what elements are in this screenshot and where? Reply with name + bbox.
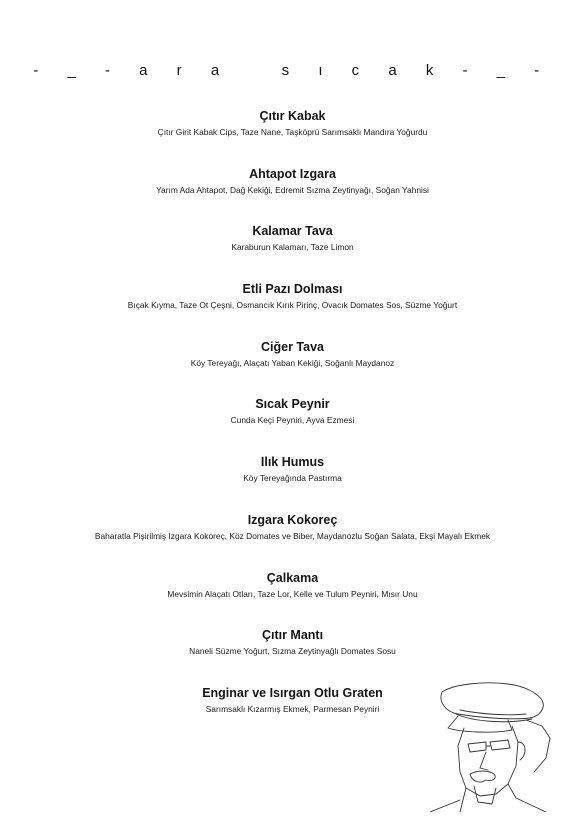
menu-item <box>0 339 585 397</box>
menu-item-description: Naneli Süzme Yoğurt, Sızma Zeytinyağlı Domates Sosu <box>189 646 396 657</box>
menu-item-description: Cunda Keçi Peyniri, Ayva Ezmesi <box>230 415 355 426</box>
menu-item <box>0 570 585 628</box>
menu-item-description: Bıçak Kıyma, Taze Ot Çeşni, Osmancık Kırık Pirinç, Ovacık Domates Sos, Süzme Yoğurt <box>127 300 458 311</box>
menu-item-description: Çıtır Girit Kabak Cips, Taze Nane, Taşköprü Sarımsaklı Mandıra Yoğurdu <box>157 127 428 137</box>
menu-item-description: Sarımsaklı Kızarmış Ekmek, Parmesan Peyniri <box>205 703 380 714</box>
menu-item-description: Mevsimin Alaçatı Otları, Taze Lor, Kelle ve Tulum Peyniri, Mısır Unu <box>167 588 418 599</box>
menu-item-name: Sıcak Peynir <box>255 397 330 412</box>
menu-item-name: Çıtır Kabak <box>259 109 326 123</box>
menu-item-description: Köy Tereyağı, Alaçatı Yaban Kekiği, Soğanlı Maydanoz <box>190 357 395 368</box>
menu-item-name: Ahtapot Izgara <box>249 166 336 181</box>
menu-item-name: Etli Pazı Dolması <box>242 282 343 297</box>
menu-item-description: Karaburun Kalamarı, Taze Limon <box>231 242 354 253</box>
menu-item-description: Yarım Ada Ahtapot, Dağ Kekiği, Edremit Sızma Zeytinyağı, Soğan Yahnisi <box>156 184 429 195</box>
menu-item <box>0 396 585 454</box>
menu-item <box>0 512 585 570</box>
menu-item-description: Köy Tereyağında Pastırma <box>243 473 342 484</box>
menu-item <box>0 454 585 512</box>
menu-item-name: Ilık Humus <box>260 455 325 470</box>
menu-item-name: Izgara Kokoreç <box>247 512 338 527</box>
menu-item-name: Çıtır Mantı <box>261 628 324 643</box>
menu-item <box>0 281 585 339</box>
page-title: - _ - a r a s ı c a k - _ - <box>33 62 552 79</box>
menu-item-name: Kalamar Tava <box>252 224 333 239</box>
menu-item <box>0 166 585 224</box>
captain-portrait-icon <box>430 676 555 812</box>
menu-item <box>0 108 585 166</box>
menu-item-name: Enginar ve Isırgan Otlu Graten <box>202 685 383 700</box>
menu-item-name: Çalkama <box>266 570 319 585</box>
menu-item <box>0 223 585 281</box>
menu-item-description: Baharatla Pişirilmiş Izgara Kokoreç, Köz Domates ve Biber, Maydanozlu Soğan Salata, Ekşi Mayalı Ekmek <box>94 530 491 541</box>
menu-list <box>0 108 585 743</box>
menu-item-name: Ciğer Tava <box>261 339 324 354</box>
